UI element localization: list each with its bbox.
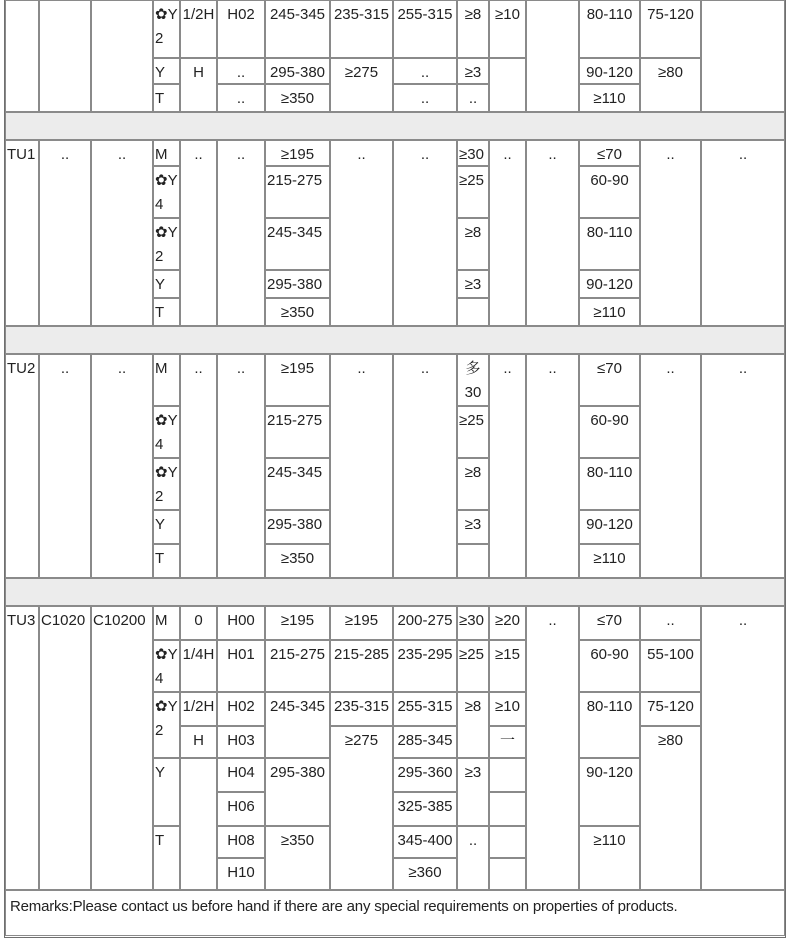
table-cell: H: [180, 726, 217, 758]
table-cell: ..: [217, 84, 265, 112]
table-cell: ..: [526, 606, 579, 890]
table-cell: ≥3: [457, 758, 489, 826]
table-cell: ≥110: [579, 544, 640, 578]
table-cell: M: [153, 354, 180, 406]
table-cell: [457, 298, 489, 326]
table-cell: Y: [153, 510, 180, 544]
table-cell: ..: [217, 140, 265, 326]
table-cell: ≥195: [265, 140, 330, 166]
table-cell: [39, 0, 91, 112]
table-cell: ≥3: [457, 270, 489, 298]
table-cell: [489, 758, 526, 792]
table-cell: [526, 0, 579, 112]
table-cell: ≥350: [265, 298, 330, 326]
table-cell: ≥8: [457, 0, 489, 58]
table-cell: ..: [39, 140, 91, 326]
table-cell: ..: [457, 826, 489, 890]
table-cell: 90-120: [579, 758, 640, 826]
table-cell: T: [153, 544, 180, 578]
table-cell: T: [153, 84, 180, 112]
table-cell: 60-90: [579, 640, 640, 692]
table-cell: 75-120: [640, 0, 701, 58]
table-cell: 295-380: [265, 270, 330, 298]
table-cell: Y: [153, 270, 180, 298]
table-cell: TU2: [5, 354, 39, 578]
table-cell: 80-110: [579, 218, 640, 270]
table-cell: [701, 0, 785, 112]
table-cell: [5, 0, 39, 112]
table-cell: ≥195: [330, 606, 393, 640]
table-cell: 235-295: [393, 640, 457, 692]
table-cell: ≥8: [457, 218, 489, 270]
table-cell: ..: [180, 140, 217, 326]
table-cell: ≥110: [579, 298, 640, 326]
table-cell: TU3: [5, 606, 39, 890]
table-cell: ..: [91, 354, 153, 578]
table-cell: ≥350: [265, 826, 330, 890]
table-cell: H00: [217, 606, 265, 640]
table-cell: H: [180, 58, 217, 112]
table-cell: [457, 544, 489, 578]
table-cell: ..: [701, 140, 785, 326]
table-cell: ..: [393, 140, 457, 326]
table-cell: ..: [640, 606, 701, 640]
table-cell: 235-315: [330, 0, 393, 58]
table-cell: ✿Y 2: [153, 692, 180, 758]
table-cell: ..: [640, 140, 701, 326]
table-cell: ..: [217, 58, 265, 84]
table-cell: 245-345: [265, 458, 330, 510]
table-cell: ..: [489, 354, 526, 578]
table-cell: 295-360: [393, 758, 457, 792]
table-cell: ≥8: [457, 458, 489, 510]
table-cell: C10200: [91, 606, 153, 890]
table-cell: H08: [217, 826, 265, 858]
table-cell: ✿Y 2: [153, 458, 180, 510]
table-cell: ≥275: [330, 726, 393, 890]
table-cell: ≤70: [579, 354, 640, 406]
table-cell: T: [153, 298, 180, 326]
table-cell: ≥350: [265, 544, 330, 578]
table-cell: [180, 758, 217, 890]
table-cell: 215-275: [265, 640, 330, 692]
table-cell: ≥350: [265, 84, 330, 112]
table-cell: ..: [701, 606, 785, 890]
table-cell: H03: [217, 726, 265, 758]
table-cell: C1020: [39, 606, 91, 890]
table-cell: ✿Y 2: [153, 0, 180, 58]
table-cell: 60-90: [579, 166, 640, 218]
table-cell: ..: [217, 354, 265, 578]
table-cell: ..: [393, 84, 457, 112]
table-cell: 200-275: [393, 606, 457, 640]
table-cell: ..: [180, 354, 217, 578]
table-cell: H02: [217, 692, 265, 726]
table-cell: ≥25: [457, 406, 489, 458]
table-cell: ≥10: [489, 692, 526, 726]
table-cell: 215-275: [265, 166, 330, 218]
table-cell: 295-380: [265, 510, 330, 544]
table-cell: ..: [330, 140, 393, 326]
table-cell: 245-345: [265, 218, 330, 270]
table-cell: ≥360: [393, 858, 457, 890]
table-cell: ≥30: [457, 140, 489, 166]
table-cell: [489, 858, 526, 890]
table-cell: [489, 826, 526, 858]
table-cell: ≥110: [579, 826, 640, 890]
table-cell: 295-380: [265, 58, 330, 84]
table-cell: ✿Y 4: [153, 640, 180, 692]
table-cell: ✿Y 4: [153, 166, 180, 218]
table-cell: 1/4H: [180, 640, 217, 692]
table-cell: 80-110: [579, 458, 640, 510]
table-cell: ≥15: [489, 640, 526, 692]
table-cell: 80-110: [579, 692, 640, 758]
table-cell: ≥10: [489, 0, 526, 58]
table-cell: ≥195: [265, 606, 330, 640]
table-cell: M: [153, 140, 180, 166]
table-cell: 一: [489, 726, 526, 758]
table-cell: 60-90: [579, 406, 640, 458]
table-cell: 245-345: [265, 0, 330, 58]
table-cell: [489, 58, 526, 112]
table-cell: ≥25: [457, 640, 489, 692]
table-cell: ..: [39, 354, 91, 578]
table-cell: 90-120: [579, 58, 640, 84]
table-cell: M: [153, 606, 180, 640]
table-cell: ≥275: [330, 58, 393, 112]
table-cell: 55-100: [640, 640, 701, 692]
table-cell: ≥80: [640, 58, 701, 112]
table-cell: 1/2H: [180, 0, 217, 58]
table-cell: 90-120: [579, 270, 640, 298]
table-cell: H10: [217, 858, 265, 890]
table-cell: 75-120: [640, 692, 701, 726]
table-cell: ✿Y 4: [153, 406, 180, 458]
group-separator-row: [5, 326, 785, 354]
table-cell: [489, 792, 526, 826]
table-cell: 295-380: [265, 758, 330, 826]
table-cell: 285-345: [393, 726, 457, 758]
table-cell: 1/2H: [180, 692, 217, 726]
table-cell: ..: [489, 140, 526, 326]
table-cell: 245-345: [265, 692, 330, 758]
table-cell: ≥110: [579, 84, 640, 112]
table-cell: 345-400: [393, 826, 457, 858]
table-cell: 215-275: [265, 406, 330, 458]
table-cell: ..: [457, 84, 489, 112]
table-cell: 多 30: [457, 354, 489, 406]
table-cell: ..: [393, 354, 457, 578]
table-cell: ≥20: [489, 606, 526, 640]
table-cell: 0: [180, 606, 217, 640]
table-cell: ≥195: [265, 354, 330, 406]
table-cell: ≥30: [457, 606, 489, 640]
table-cell: ..: [640, 354, 701, 578]
table-cell: ..: [526, 140, 579, 326]
table-cell: ≥80: [640, 726, 701, 890]
table-cell: 325-385: [393, 792, 457, 826]
table-cell: ..: [330, 354, 393, 578]
table-cell: 255-315: [393, 0, 457, 58]
table-cell: Y: [153, 58, 180, 84]
group-separator-row: [5, 112, 785, 140]
table-cell: 255-315: [393, 692, 457, 726]
table-cell: 80-110: [579, 0, 640, 58]
table-cell: ≥3: [457, 58, 489, 84]
table-cell: H04: [217, 758, 265, 792]
table-cell: ≥3: [457, 510, 489, 544]
table-cell: H06: [217, 792, 265, 826]
table-cell: H01: [217, 640, 265, 692]
table-cell: ✿Y 2: [153, 218, 180, 270]
table-cell: 215-285: [330, 640, 393, 692]
table-cell: T: [153, 826, 180, 890]
table-cell: ..: [526, 354, 579, 578]
table-cell: 235-315: [330, 692, 393, 726]
table-cell: [91, 0, 153, 112]
table-cell: H02: [217, 0, 265, 58]
group-separator-row: [5, 578, 785, 606]
table-cell: ..: [701, 354, 785, 578]
table-cell: ≤70: [579, 140, 640, 166]
table-cell: 90-120: [579, 510, 640, 544]
table-cell: TU1: [5, 140, 39, 326]
table-cell: ≥25: [457, 166, 489, 218]
table-cell: ..: [393, 58, 457, 84]
table-cell: ≥8: [457, 692, 489, 758]
remarks-text: Remarks:Please contact us before hand if there are any special requirements on properties of products.: [5, 890, 785, 936]
table-cell: ..: [91, 140, 153, 326]
table-cell: Y: [153, 758, 180, 826]
table-cell: ≤70: [579, 606, 640, 640]
